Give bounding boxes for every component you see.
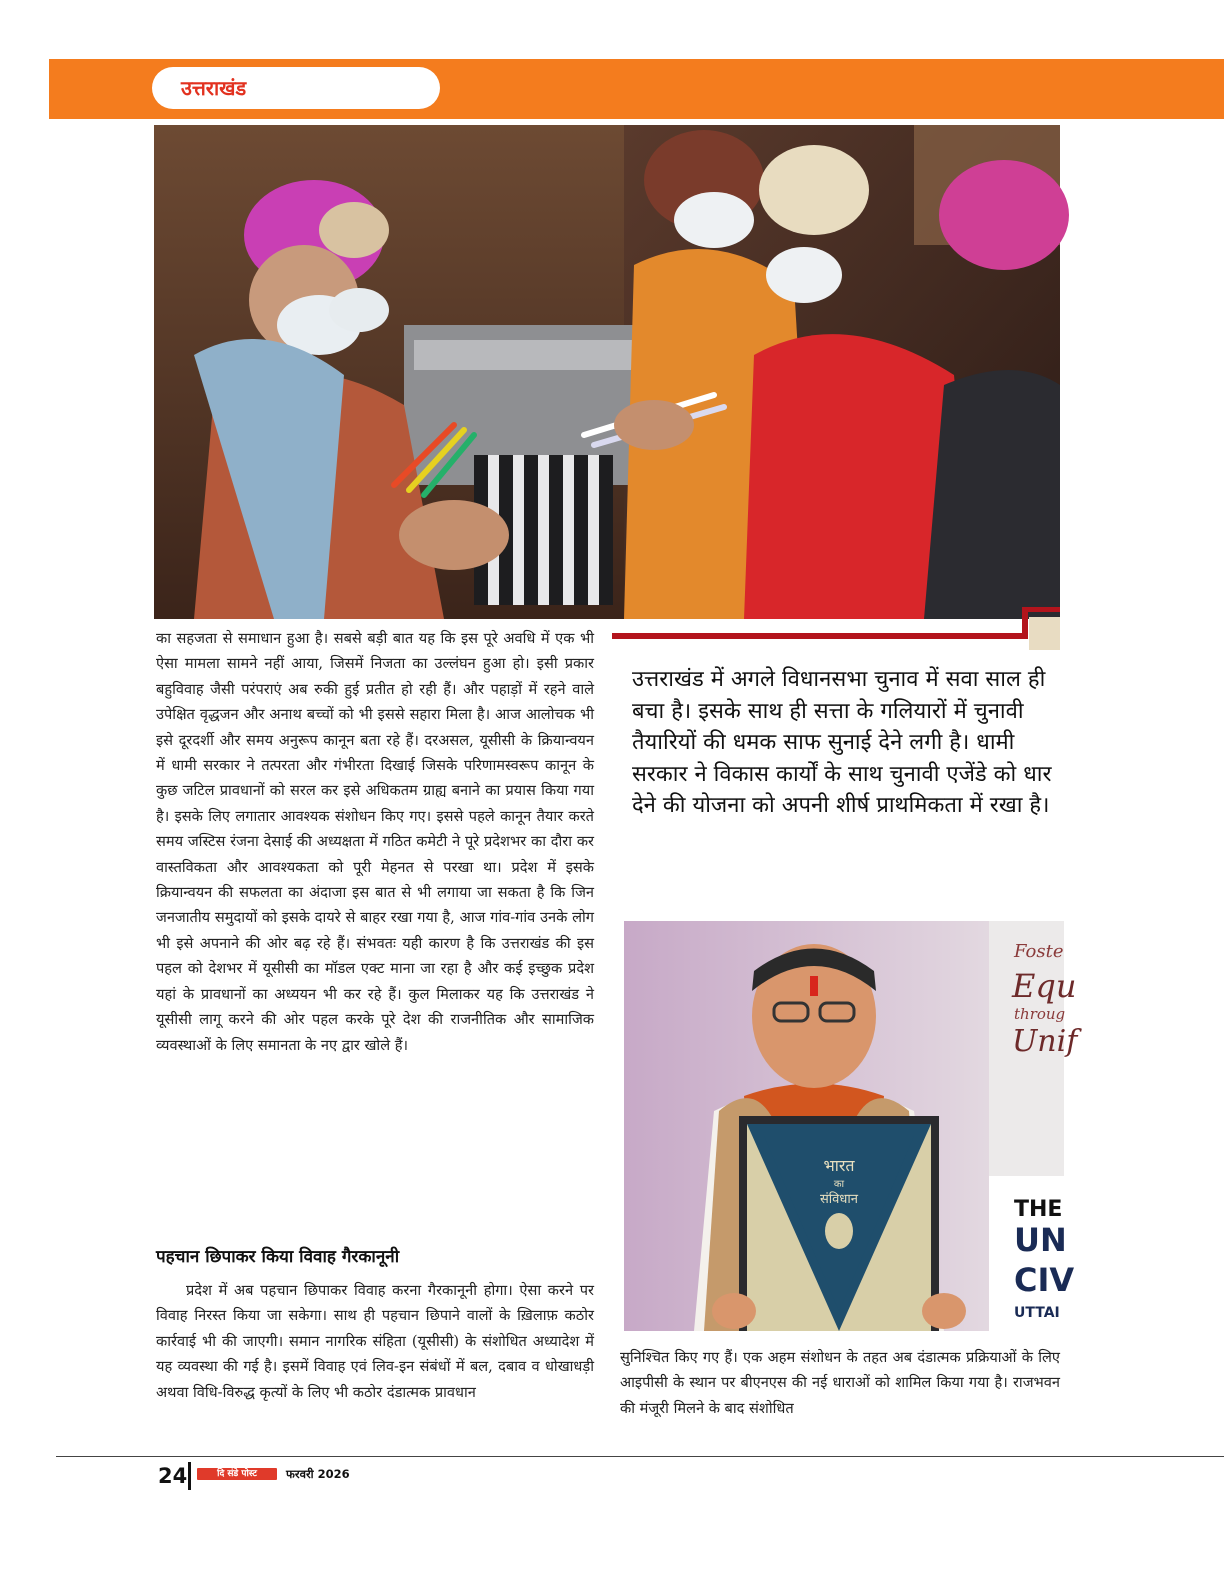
- body-paragraph: सुनिश्चित किए गए हैं। एक अहम संशोधन के तहत अब दंडात्मक प्रक्रियाओं के लिए आइपीसी के स्थान पर बीएनएस की नई धाराओं को शामिल किया गया है। राजभवन की मंजूरी मिलने के बाद संशोधित: [620, 1349, 1060, 1417]
- book-title: संविधान: [820, 1192, 858, 1207]
- article-body-left: [156, 626, 594, 1058]
- footer-rule: [56, 1456, 1224, 1457]
- page-number: 24: [158, 1464, 188, 1488]
- footer-divider: [188, 1462, 191, 1490]
- subheading: पहचान छिपाकर किया विवाह गैरकानूनी: [156, 1247, 400, 1267]
- magazine-logo: दि संडे पोस्ट: [197, 1468, 277, 1480]
- issue-date: फरवरी 2026: [286, 1467, 350, 1481]
- article-body-right: [620, 1345, 1060, 1421]
- banner-text: CIV: [1014, 1261, 1075, 1299]
- book-title: भारत: [823, 1156, 855, 1175]
- pull-quote-corner: [1022, 607, 1060, 612]
- section-label: उत्तराखंड: [181, 76, 247, 100]
- banner-text: throug: [1014, 1005, 1066, 1023]
- body-paragraph: प्रदेश में अब पहचान छिपाकर विवाह करना गैरकानूनी होगा। ऐसा करने पर विवाह निरस्त किया जा सकेगा। साथ ही पहचान छिपाने वालों के ख़िलाफ़ कठोर कार्रवाई भी की जाएगी। समान नागरिक संहिता (यूसीसी) के संशोधित अध्यादेश में यह व्यवस्था की गई है। इसमें विवाह एवं लिव-इन संबंधों में बल, दबाव व धोखाधड़ी अथवा विधि-विरुद्ध कृत्यों के लिए भी कठोर दंडात्मक प्रावधान: [156, 1282, 594, 1401]
- banner-text: UTTAI: [1014, 1305, 1060, 1321]
- banner-text: Foste: [1014, 941, 1064, 962]
- pull-quote-rule: [612, 633, 1028, 639]
- factory-workers-photo: [154, 125, 1060, 619]
- chief-minister-photo: [624, 921, 1078, 1331]
- body-paragraph: का सहजता से समाधान हुआ है। सबसे बड़ी बात यह कि इस पूरे अवधि में एक भी ऐसा मामला सामने नहीं आया, जिसमें निजता का उल्लंघन हुआ हो। इसी प्रकार बहुविवाह जैसी परंपराएं अब रुकी हुई प्रतीत हो रही हैं। और पहाड़ों में रहने वाले उपेक्षित वृद्धजन और अनाथ बच्चों को भी इससे सहारा मिला है। आज आलोचक भी इसे दूरदर्शी और समय अनुरूप कानून बता रहे हैं। दरअसल, यूसीसी के क्रियान्वयन में धामी सरकार ने तत्परता और गंभीरता दिखाई जिसके परिणामस्वरूप कानून के कुछ जटिल प्रावधानों को सरल कर इसे अधिकतम ग्राह्य बनाने का प्रयास किया गया है। इसके लिए लगातार आवश्यक संशोधन किए गए। इससे पहले कानून तैयार करते समय जस्टिस रंजना देसाई की अध्यक्षता में गठित कमेटी ने पूरे प्रदेशभर का दौरा कर वास्तविकता और आवश्यकता को पूरी मेहनत से परखा था। प्रदेश में इसके क्रियान्वयन की सफलता का अंदाजा इस बात से भी लगाया जा सकता है कि जिन जनजातीय समुदायों को इसके दायरे से बाहर रखा गया है, आज गांव-गांव उनके लोग भी इसे अपनाने की ओर बढ़ रहे हैं। संभवतः यही कारण है कि उत्तराखंड की इस पहल को देशभर में यूसीसी का मॉडल एक्ट माना जा रहा है और कई इच्छुक प्रदेश यहां के प्रावधानों का अध्ययन भी कर रहे हैं। कुल मिलाकर यह कि उत्तराखंड ने यूसीसी लागू करने की ओर पहल करके पूरे देश की राजनीतिक और सामाजिक व्यवस्थाओं के लिए समानता के नए द्वार खोले हैं।: [156, 630, 594, 1054]
- pull-quote-box: [1029, 617, 1060, 650]
- article-body-left-continued: [156, 1278, 594, 1405]
- banner-text: Equ: [1012, 967, 1077, 1005]
- book-title: का: [833, 1179, 845, 1190]
- banner-text: Unif: [1012, 1024, 1078, 1059]
- pull-quote: उत्तराखंड में अगले विधानसभा चुनाव में सवा साल ही बचा है। इसके साथ ही सत्ता के गलियारों में चुनावी तैयारियों की धमक साफ सुनाई देने लगी है। धामी सरकार ने विकास कार्यों के साथ चुनावी एजेंडे को धार देने की योजना को अपनी शीर्ष प्राथमिकता में रखा है।: [632, 667, 1052, 818]
- banner-text: UN: [1014, 1221, 1067, 1259]
- banner-text: THE: [1014, 1197, 1063, 1222]
